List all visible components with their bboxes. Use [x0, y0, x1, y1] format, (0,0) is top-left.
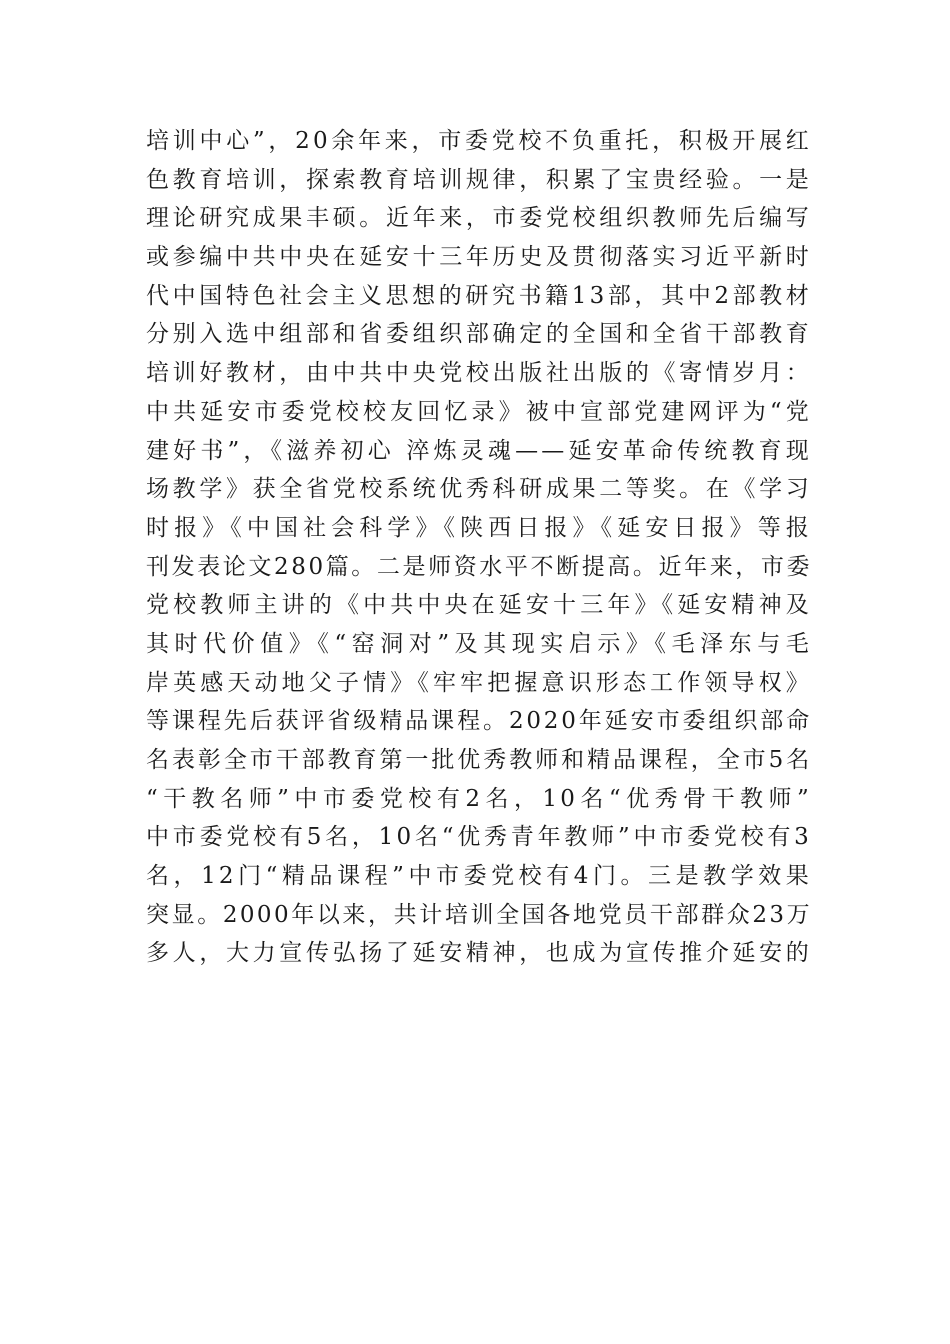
- text-line: 理论研究成果丰硕。近年来，市委党校组织教师先后编写: [146, 205, 812, 232]
- text-line: 等课程先后获评省级精品课程。2020年延安市委组织部命: [146, 708, 812, 735]
- text-line: 名表彰全市干部教育第一批优秀教师和精品课程，全市5名: [146, 747, 812, 773]
- text-line: 或参编中共中央在延安十三年历史及贯彻落实习近平新时: [146, 244, 812, 271]
- text-line: 岸英感天动地父子情》《牢牢把握意识形态工作领导权》: [146, 669, 812, 696]
- text-line: 中共延安市委党校校友回忆录》被中宣部党建网评为“党: [146, 398, 812, 425]
- text-line: 中市委党校有5名，10名“优秀青年教师”中市委党校有3: [146, 824, 812, 851]
- text-line: 培训好教材，由中共中央党校出版社出版的《寄情岁月：: [146, 360, 812, 387]
- text-line: 时报》《中国社会科学》《陕西日报》《延安日报》等报: [146, 514, 812, 541]
- text-line: 突显。2000年以来，共计培训全国各地党员干部群众23万: [146, 901, 812, 928]
- body-paragraph: [146, 122, 812, 973]
- text-line: 场教学》获全省党校系统优秀科研成果二等奖。在《学习: [146, 476, 812, 503]
- text-line: 其时代价值》《“窑洞对”及其现实启示》《毛泽东与毛: [146, 630, 812, 657]
- text-line: 培训中心”，20余年来，市委党校不负重托，积极开展红: [146, 128, 812, 154]
- text-line: “干教名师”中市委党校有2名，10名“优秀骨干教师”: [146, 785, 812, 812]
- text-line: 色教育培训，探索教育培训规律，积累了宝贵经验。一是: [146, 166, 812, 193]
- text-line: 代中国特色社会主义思想的研究书籍13部，其中2部教材: [146, 282, 812, 309]
- text-line: 多人，大力宣传弘扬了延安精神，也成为宣传推介延安的: [146, 940, 812, 967]
- text-line: 建好书”，《滋养初心 淬炼灵魂——延安革命传统教育现: [146, 437, 812, 464]
- text-line: 党校教师主讲的《中共中央在延安十三年》《延安精神及: [146, 592, 812, 619]
- text-line: 名，12门“精品课程”中市委党校有4门。三是教学效果: [146, 863, 812, 890]
- text-line: 刊发表论文280篇。二是师资水平不断提高。近年来，市委: [146, 553, 813, 580]
- text-line: 分别入选中组部和省委组织部确定的全国和全省干部教育: [146, 321, 812, 348]
